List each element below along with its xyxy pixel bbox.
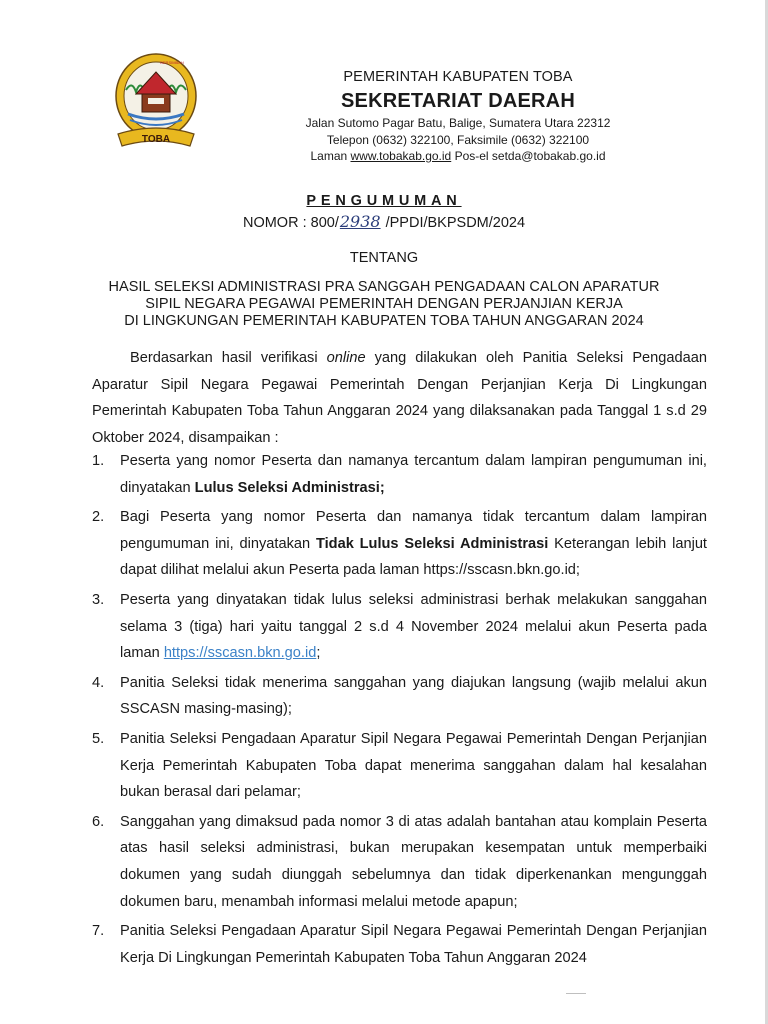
list-item bbox=[92, 918, 707, 971]
government-name: PEMERINTAH KABUPATEN TOBA bbox=[343, 69, 573, 85]
office-name: SEKRETARIAT DAERAH bbox=[341, 90, 575, 113]
subject-line-2: SIPIL NEGARA PEGAWAI PEMERINTAH DENGAN PERJANJIAN KERJA bbox=[145, 296, 623, 312]
list-item bbox=[92, 670, 707, 723]
item-bold: Tidak Lulus Seleksi Administrasi bbox=[315, 535, 549, 552]
office-email: Pos-el setda@tobakab.go.id bbox=[451, 149, 606, 164]
item-number: 3. bbox=[92, 591, 105, 608]
sscasn-link[interactable]: https://sscasn.bkn.go.id bbox=[163, 645, 317, 662]
number-suffix: /PPDI/BKPSDM/2024 bbox=[381, 215, 526, 231]
item-number: 6. bbox=[92, 813, 105, 830]
subject-line-1: HASIL SELEKSI ADMINISTRASI PRA SANGGAH PENGADAAN CALON APARATUR bbox=[108, 279, 660, 295]
announcement-number bbox=[80, 212, 688, 231]
item-text: Bagi Peserta yang nomor Peserta dan namanya tidak tercantum dalam lampiran pengumuman ini, dinyatakan bbox=[120, 509, 707, 552]
announcement-about: TENTANG bbox=[349, 250, 419, 266]
item-number: 4. bbox=[92, 674, 105, 691]
item-text-after: ; bbox=[316, 645, 321, 662]
item-text: Peserta yang dinyatakan tidak lulus seleksi administrasi berhak melakukan sanggahan selama 3 (tiga) hari yaitu tanggal 2 s.d 4 November 2024 melalui akun Peserta pada laman bbox=[120, 591, 707, 662]
item-text: Peserta yang nomor Peserta dan namanya tercantum dalam lampiran pengumuman ini, dinyatakan bbox=[120, 453, 707, 496]
list-item bbox=[92, 587, 707, 667]
handwritten-number: 2938 bbox=[339, 212, 381, 231]
subject-line-3: DI LINGKUNGAN PEMERINTAH KABUPATEN TOBA TAHUN ANGGARAN 2024 bbox=[124, 313, 644, 329]
item-number: 5. bbox=[92, 730, 105, 747]
page-mark bbox=[566, 993, 586, 994]
item-number: 7. bbox=[92, 923, 105, 940]
intro-paragraph bbox=[92, 345, 707, 451]
item-text: Panitia Seleksi Pengadaan Aparatur Sipil Negara Pegawai Pemerintah Dengan Perjanjian Kerja Pemerintah Kabupaten Toba dapat menerima sanggahan dalam hal kesalahan bukan berasal dari pelamar; bbox=[120, 730, 707, 801]
intro-part-2: yang dilakukan oleh Panitia Seleksi Pengadaan Aparatur Sipil Negara Pegawai Pemerintah Dengan Perjanjian Kerja Di Lingkungan Pemerintah Kabupaten Toba Tahun Anggaran 2024 yang dilaksanakan pada Tanggal 1 s.d 29 Oktober 2024, disampaikan : bbox=[92, 350, 707, 446]
web-url: www.tobakab.go.id bbox=[350, 149, 452, 164]
office-phone: Telepon (0632) 322100, Faksimile (0632) 322100 bbox=[326, 133, 590, 148]
list-item bbox=[92, 448, 707, 501]
item-number: 2. bbox=[92, 509, 105, 526]
item-text: Sanggahan yang dimaksud pada nomor 3 di atas adalah bantahan atau komplain Peserta atas hasil seleksi administrasi, bukan merupakan kesempatan untuk memperbaiki dokumen yang sudah diunggah sebelumnya dan tidak diperkenankan mengunggah dokumen baru, menambah informasi melalui metode apapun; bbox=[120, 813, 707, 910]
item-bold: Lulus Seleksi Administrasi; bbox=[194, 479, 385, 496]
office-web bbox=[272, 149, 644, 164]
item-text: Panitia Seleksi Pengadaan Aparatur Sipil Negara Pegawai Pemerintah Dengan Perjanjian Kerja Di Lingkungan Pemerintah Kabupaten Toba Tahun Anggaran 2024 bbox=[120, 923, 707, 966]
announcement-subject bbox=[80, 279, 688, 330]
number-prefix: NOMOR : 800/ bbox=[242, 215, 339, 231]
web-label: Laman bbox=[310, 149, 351, 164]
list-item bbox=[92, 726, 707, 806]
list-item bbox=[92, 809, 707, 915]
announcement-list bbox=[92, 448, 707, 974]
intro-italic: online bbox=[326, 350, 366, 366]
logo-ribbon-text: BERSIMBAH bbox=[160, 60, 184, 65]
announcement-heading: PENGUMUMAN bbox=[306, 193, 462, 209]
logo-banner-text: TOBA bbox=[141, 134, 171, 145]
letterhead bbox=[272, 68, 644, 164]
item-number: 1. bbox=[92, 453, 105, 469]
item-text: Panitia Seleksi tidak menerima sanggahan yang diajukan langsung (wajib melalui akun SSCASN masing-masing); bbox=[120, 674, 707, 718]
toba-regency-emblem-icon bbox=[112, 50, 200, 154]
office-address: Jalan Sutomo Pagar Batu, Balige, Sumatera Utara 22312 bbox=[305, 116, 611, 131]
intro-part-1: Berdasarkan hasil verifikasi bbox=[130, 350, 327, 366]
list-item bbox=[92, 504, 707, 584]
item-text-after: Keterangan lebih lanjut dapat dilihat melalui akun Peserta pada laman https://sscasn.bkn.go.id; bbox=[120, 535, 707, 579]
